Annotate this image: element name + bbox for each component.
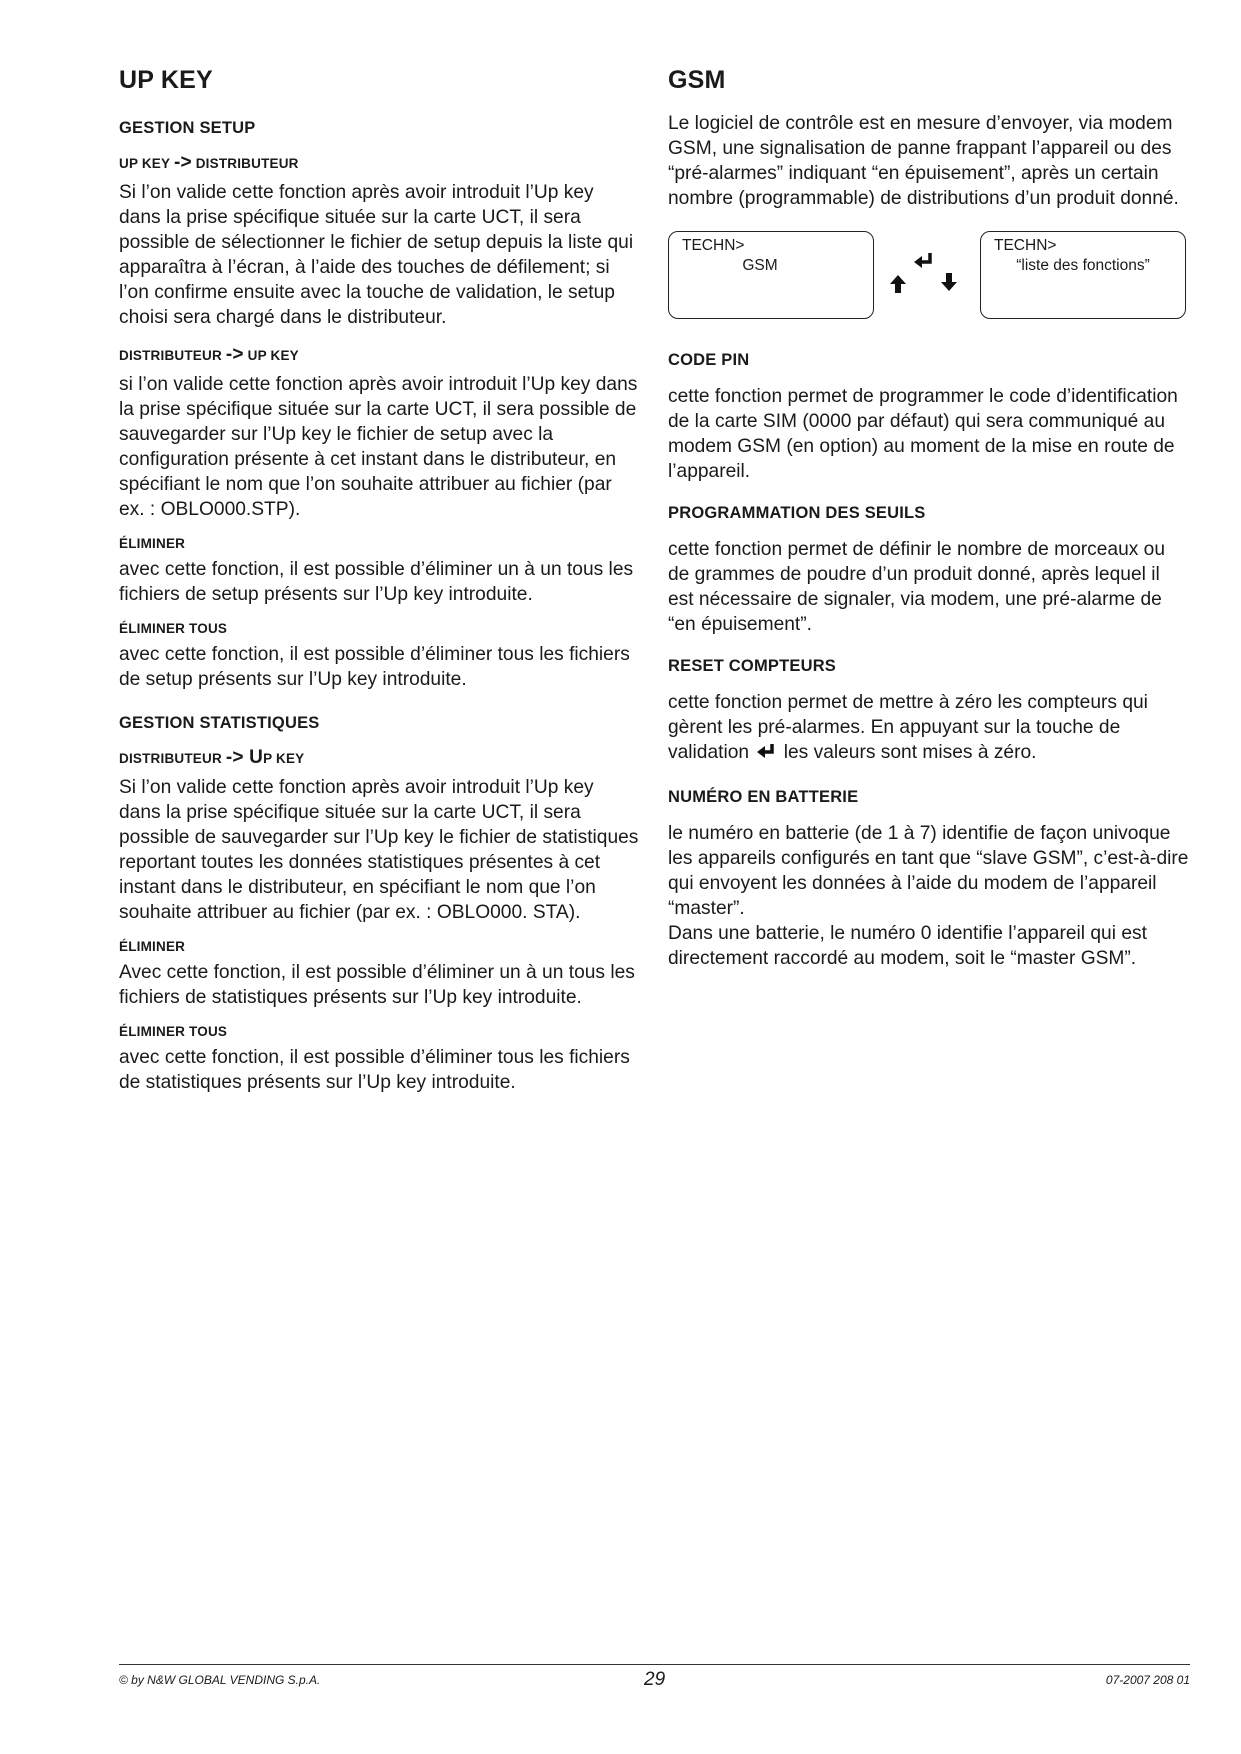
arrow-up-icon [890, 275, 906, 293]
paragraph-setup-eliminer-tous: avec cette fonction, il est possible d’éliminer tous les fichiers de setup présents sur l’Up key introduite. [119, 644, 630, 690]
footer-doc-code: 07-2007 208 01 [1105, 1673, 1190, 1687]
display-line-1: TECHN> [682, 237, 745, 254]
arrow-text: -> [173, 152, 192, 173]
footer-copyright: © by N&W GLOBAL VENDING S.p.A. [119, 1673, 321, 1687]
left-column [119, 62, 639, 1101]
section-title-gsm: GSM [668, 66, 726, 94]
subheading-part: DISTRIBUTEUR [119, 348, 226, 363]
heading-numero-batterie: NUMÉRO EN BATTERIE [668, 788, 859, 806]
subheading-part: U [243, 747, 264, 768]
display-screen-gsm [668, 231, 874, 319]
navigation-keys [890, 249, 960, 299]
paragraph-numero-batterie-2: Dans une batterie, le numéro 0 identifie l’appareil qui est directement raccordé au modem, soit le “master GSM”. [668, 923, 1147, 969]
subheading-part: UP KEY [243, 348, 299, 363]
subheading-eliminer-tous: ÉLIMINER TOUS [119, 621, 228, 636]
footer-page-number: 29 [644, 1669, 666, 1690]
subheading-part: DISTRIBUTEUR [191, 156, 299, 171]
subheading-distributeur-to-up-key-stats [119, 747, 639, 769]
paragraph-stats-eliminer: Avec cette fonction, il est possible d’éliminer un à un tous les fichiers de statistiques présents sur l’Up key introduite. [119, 962, 635, 1008]
arrow-text: -> [225, 344, 244, 365]
heading-gestion-setup: GESTION SETUP [119, 119, 256, 137]
heading-programmation-seuils: PROGRAMMATION DES SEUILS [668, 504, 926, 522]
display-line-1: TECHN> [994, 237, 1057, 254]
enter-key-icon [914, 253, 930, 268]
page-footer [119, 1664, 1190, 1689]
subheading-part: UP KEY [119, 156, 174, 171]
display-screens [668, 231, 1190, 321]
paragraph-reset-compteurs [668, 690, 1190, 768]
paragraph-setup-load: Si l’on valide cette fonction après avoir introduit l’Up key dans la prise spécifique située sur la carte UCT, il sera possible de sélectionner le fichier de setup depuis la liste qui apparaîtra à l’écran, à l’aide des touches de défilement; si l’on confirme ensuite avec la touche de validation, le setup choisi sera chargé dans le distributeur. [119, 182, 634, 328]
heading-gestion-statistiques: GESTION STATISTIQUES [119, 714, 320, 732]
arrow-down-icon [941, 273, 957, 291]
subheading-eliminer: ÉLIMINER [119, 536, 186, 551]
section-title-up-key: UP KEY [119, 66, 213, 94]
paragraph-part: cette fonction permet de mettre à zéro les compteurs qui gèrent les pré-alarmes. En appuyant sur la touche de validation [668, 692, 1148, 763]
display-line-2: “liste des fonctions” [1016, 257, 1150, 274]
subheading-stats-eliminer-tous: ÉLIMINER TOUS [119, 1024, 228, 1039]
subheading-stats-eliminer: ÉLIMINER [119, 939, 186, 954]
paragraph-setup-eliminer: avec cette fonction, il est possible d’éliminer un à un tous les fichiers de setup présents sur l’Up key introduite. [119, 559, 634, 605]
subheading-part: P KEY [263, 751, 305, 766]
paragraph-setup-save: si l’on valide cette fonction après avoir introduit l’Up key dans la prise spécifique située sur la carte UCT, il sera possible de sauvegarder sur l’Up key le fichier de setup avec la configuration présente à cet instant dans le distributeur, en spécifiant le nom que l’on souhaite attribuer au fichier (par ex. : OBLO000.STP). [119, 374, 638, 520]
paragraph-programmation-seuils: cette fonction permet de définir le nombre de morceaux ou de grammes de poudre d’un produit donné, après lequel il est nécessaire de signaler, via modem, une pré-alarme de “en épuisement”. [668, 539, 1166, 635]
display-line-2: GSM [742, 257, 778, 274]
subheading-distributeur-to-up-key [119, 344, 639, 366]
heading-reset-compteurs: RESET COMPTEURS [668, 657, 837, 675]
display-screen-function-list [980, 231, 1186, 319]
subheading-part: DISTRIBUTEUR [119, 751, 226, 766]
paragraph-numero-batterie-1: le numéro en batterie (de 1 à 7) identifie de façon univoque les appareils configurés en tant que “slave GSM”, c’est-à-dire qui envoyent les données à l’aide du modem de l’appareil “master”. [668, 823, 1189, 919]
heading-code-pin: CODE PIN [668, 351, 750, 369]
paragraph-part: les valeurs sont mises à zéro. [778, 742, 1037, 763]
paragraph-stats-eliminer-tous: avec cette fonction, il est possible d’éliminer tous les fichiers de statistiques présents sur l’Up key introduite. [119, 1047, 630, 1093]
paragraph-stats-save: Si l’on valide cette fonction après avoir introduit l’Up key dans la prise spécifique située sur la carte UCT, il sera possible de sauvegarder sur l’Up key le fichier de statistiques reportant toutes les données statistiques présentes à cet instant dans le distributeur, en spécifiant le nom que l’on souhaite attribuer au fichier (par ex. : OBLO000. STA). [119, 777, 639, 923]
paragraph-code-pin: cette fonction permet de programmer le code d’identification de la carte SIM (0000 par défaut) qui sera communiqué au modem GSM (en option) au moment de la mise en route de l’appareil. [668, 386, 1178, 482]
paragraph-gsm-intro: Le logiciel de contrôle est en mesure d’envoyer, via modem GSM, une signalisation de panne frappant l’appareil ou des “pré-alarmes” indiquant “en épuisement”, après un certain nombre (programmable) de distributions d’un produit donné. [668, 113, 1179, 209]
enter-key-icon [756, 743, 776, 768]
subheading-up-key-to-distributeur [119, 152, 639, 174]
right-column [668, 62, 1190, 991]
arrow-text: -> [225, 747, 244, 768]
